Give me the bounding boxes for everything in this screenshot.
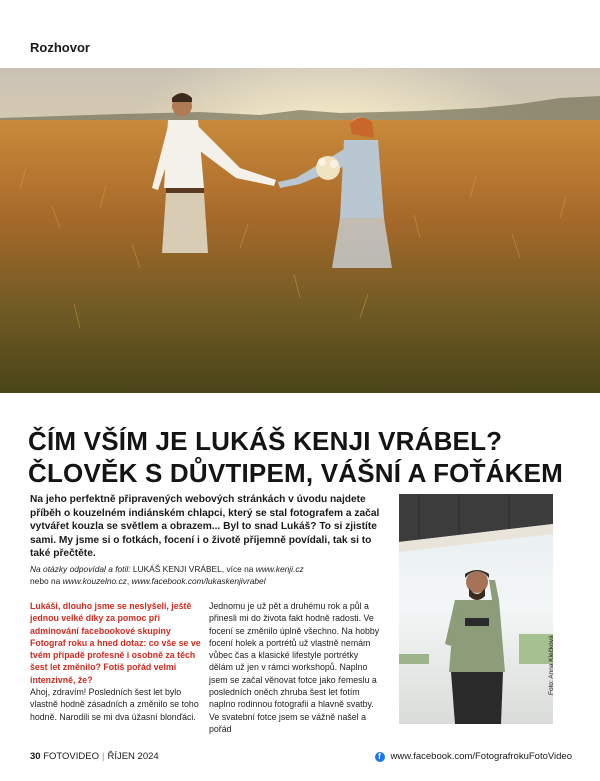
article-column-1 bbox=[30, 600, 205, 723]
facebook-icon: f bbox=[375, 752, 385, 762]
magazine-name: FOTOVIDEO bbox=[43, 751, 99, 762]
credits-site-facebook[interactable]: www.facebook.com/lukaskenjivrabel bbox=[131, 575, 266, 586]
photo-credit: Foto: Anna Klečková bbox=[548, 635, 555, 695]
article-column-2: Jednomu je už pět a druhému rok a půl a přinesli mi do života fakt hodně radosti. Ve focení se změnilo úplně všechno. Na hobby focení holek a portrétů už vlastně nemám vůbec čas a klasické lifestyle portrétky dělám už jen v rámci workshopů. Naplno jsem se začal věnovat fotce jako řemeslu a posledních oněch zhruba šest let fotím naplno rodinnou fotografii a hlavně svatby. Ve svatební fotce jsem se vážně našel a pořád bbox=[209, 601, 380, 734]
credits-line2-prefix: nebo na bbox=[30, 575, 61, 586]
issue-label: ŘÍJEN 2024 bbox=[107, 751, 159, 762]
footer-right bbox=[375, 751, 572, 762]
hero-photo bbox=[0, 68, 600, 393]
lead-paragraph: Na jeho perfektně připravených webových stránkách v úvodu najdete příběh o kouzelném indiánském chlapci, který se stal fotografem a začal vytvářet kouzla se světlem a obrazem... Byl to snad Lukáš? To si zjistíte sami. My jsme si o fotkách, focení i o životě příjemně povídali, tak si to také přečtěte. bbox=[30, 494, 380, 560]
portrait-photo bbox=[399, 494, 553, 724]
headline-line-2: ČLOVĚK S DŮVTIPEM, VÁŠNÍ A FOŤÁKEM bbox=[28, 458, 564, 488]
section-label: Rozhovor bbox=[30, 40, 90, 55]
interview-question: Lukáši, dlouho jsme se neslyšeli, ještě jednou velké díky za pomoc při adminování facebookové skupiny Fotograf roku a hned dotaz: co vše se ve tvém případě profesně i osobně za těch šest let změnilo? Fotíš pořád velmi intenzivně, že? bbox=[30, 601, 201, 685]
interview-answer-start: Ahoj, zdravím! Posledních šest let bylo vlastně hodně zásadních a změnilo se toho hodně. Narodili se mi dva úžasní blonďáci. bbox=[30, 687, 199, 722]
credits-name: LUKÁŠ KENJI VRÁBEL, více na bbox=[132, 564, 254, 574]
footer-left bbox=[30, 751, 159, 762]
credits-site-kenji[interactable]: www.kenji.cz bbox=[255, 564, 304, 574]
page-number: 30 bbox=[30, 751, 41, 762]
headline-line-1: ČÍM VŠÍM JE LUKÁŠ KENJI VRÁBEL? bbox=[28, 426, 503, 456]
footer-facebook-url[interactable]: www.facebook.com/FotografrokuFotoVideo bbox=[390, 751, 572, 762]
footer-separator: | bbox=[102, 751, 105, 762]
credits: Na otázky odpovídal a fotil: LUKÁŠ KENJI VRÁBEL, více na www.kenji.cz nebo na www.kouzelno.cz, www.facebook.com/lukaskenjivrabel bbox=[30, 564, 304, 586]
credits-label: Na otázky odpovídal a fotil: bbox=[30, 564, 131, 574]
credits-site-kouzelno[interactable]: www.kouzelno.cz bbox=[62, 575, 127, 586]
